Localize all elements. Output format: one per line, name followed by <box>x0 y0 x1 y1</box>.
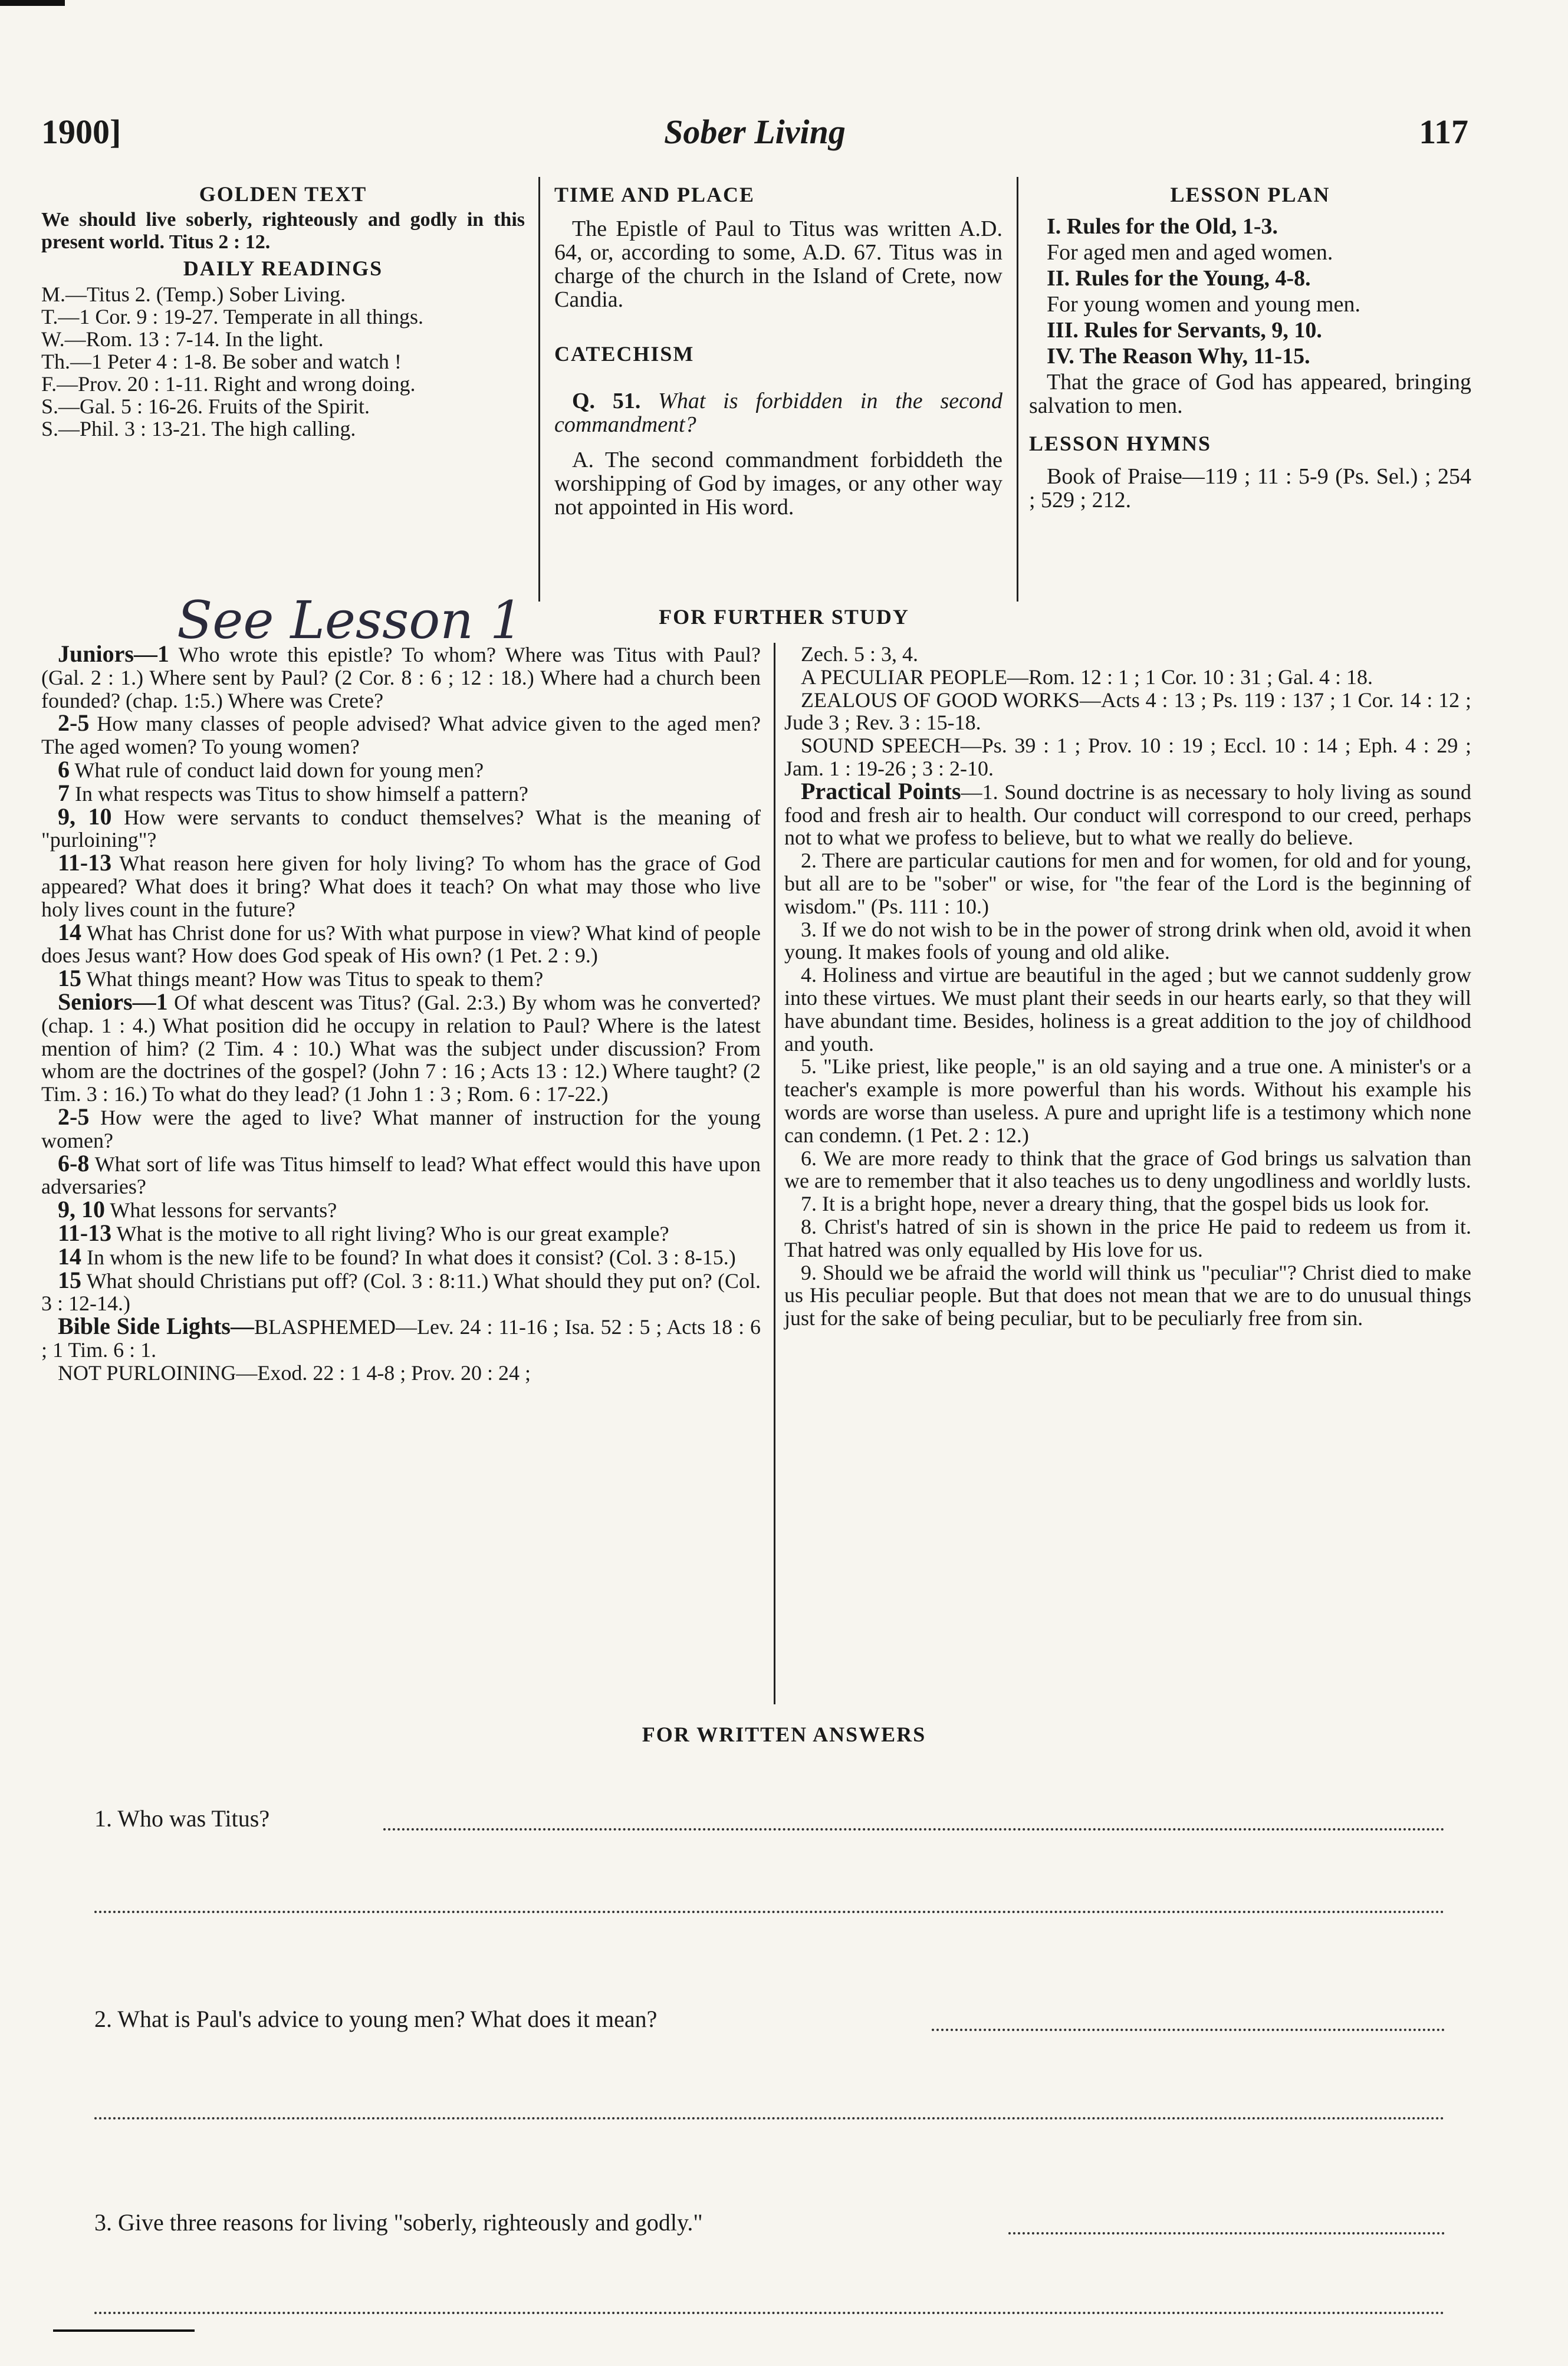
paragraph-text: What is the motive to all right living? Who is our great example? <box>111 1221 669 1246</box>
paragraph-lead: Practical Points <box>801 777 961 804</box>
paragraph-lead: 15 <box>58 1266 81 1293</box>
paragraph-lead: 2-5 <box>58 1103 90 1130</box>
further-study-paragraph <box>784 964 1471 1055</box>
paragraph-text: —1. Sound doctrine is as necessary to holy living as sound food and fresh air to health. Our conduct will correspond to our creed, perhaps not to what we profess to believe, but to what we really do believe. <box>784 780 1471 850</box>
paragraph-text: NOT PURLOINING—Exod. 22 : 1 4-8 ; Prov. 20 : 24 ; <box>58 1361 531 1385</box>
paragraph-lead: Juniors—1 <box>58 640 169 667</box>
further-study-paragraph <box>784 918 1471 964</box>
answer-line-1a[interactable] <box>383 1828 1445 1831</box>
lesson-plan-title: II. Rules for the Young, 4-8. <box>1047 266 1311 291</box>
further-study-paragraph <box>784 777 1471 850</box>
lesson-hymns-heading: LESSON HYMNS <box>1029 432 1212 455</box>
paragraph-lead: 14 <box>58 1243 81 1270</box>
corner-rule <box>0 0 65 6</box>
column-rule-1 <box>538 177 540 602</box>
paragraph-lead: 11-13 <box>58 1219 112 1246</box>
lesson-plan-list <box>1029 215 1471 418</box>
paragraph-text: SOUND SPEECH—Ps. 39 : 1 ; Prov. 10 : 19 ; Eccl. 10 : 14 ; Eph. 4 : 29 ; Jam. 1 : 19-26 ; 3 : 2-10. <box>784 734 1471 780</box>
paragraph-text: 5. "Like priest, like people," is an old saying and a true one. A minister's or a teacher's example is more powerful than his words. Without his example his words are worse than useless. A pure and upright life is a testimony which none can condemn. (1 Pet. 2 : 12.) <box>784 1054 1471 1147</box>
further-study-paragraph <box>41 967 761 991</box>
further-study-paragraph <box>41 709 761 759</box>
further-study-left-column <box>41 640 761 1385</box>
further-study-paragraph <box>41 1198 761 1222</box>
daily-reading-item: M.—Titus 2. (Temp.) Sober Living. <box>41 282 346 306</box>
further-study-paragraph <box>41 1243 761 1270</box>
paragraph-lead: 9, 10 <box>58 803 112 830</box>
answer-line-3b[interactable] <box>94 2312 1445 2314</box>
further-study-paragraph <box>784 1261 1471 1330</box>
paragraph-text: What should Christians put off? (Col. 3 : 8:11.) What should they put on? (Col. 3 : 12-14.) <box>41 1269 761 1316</box>
paragraph-text: How were the aged to live? What manner of instruction for the young women? <box>41 1105 761 1152</box>
paragraph-text: What has Christ done for us? With what purpose in view? What kind of people does Jesus want? How does God speak of His own? (1 Pet. 2 : 9.) <box>41 921 761 968</box>
page-number: 117 <box>1419 113 1468 151</box>
time-place-heading: TIME AND PLACE <box>554 183 755 206</box>
lesson-hymns-text: Book of Praise—119 ; 11 : 5-9 (Ps. Sel.) ; 254 ; 529 ; 212. <box>1029 464 1471 512</box>
bottom-rule <box>53 2329 195 2332</box>
paragraph-text: Of what descent was Titus? (Gal. 2:3.) By whom was he converted? (chap. 1 : 4.) What position did he occupy in relation to Paul? Where is the latest mention of him? (2 Tim. 4 : 10.) What was the subject under discussion? From whom are the doctrines of the gospel? (John 7 : 16 ; Acts 13 : 12.) Where taught? (2 Tim. 3 : 16.) To what do they lead? (1 John 1 : 3 ; Rom. 6 : 17-22.) <box>41 990 761 1106</box>
daily-reading-item: S.—Gal. 5 : 16-26. Fruits of the Spirit. <box>41 395 370 418</box>
further-study-paragraph <box>784 689 1471 735</box>
paragraph-text: 9. Should we be afraid the world will think us "peculiar"? Christ died to make us His peculiar people. But that does not mean that we are to do unusual things just for the sake of being peculiar, but to be peculiarly free from sin. <box>784 1260 1471 1330</box>
paragraph-text: What sort of life was Titus himself to lead? What effect would this have upon adversaries? <box>41 1152 761 1199</box>
written-answers-heading: FOR WRITTEN ANSWERS <box>642 1723 926 1746</box>
paragraph-text: How were servants to conduct themselves? What is the meaning of "purloining"? <box>41 805 761 852</box>
further-study-paragraph <box>41 1103 761 1152</box>
further-study-paragraph <box>784 849 1471 918</box>
answer-line-3a[interactable] <box>1008 2232 1445 2234</box>
paragraph-lead: 6 <box>58 755 70 783</box>
paragraph-text: In whom is the new life to be found? In what does it consist? (Col. 3 : 8-15.) <box>81 1245 736 1269</box>
further-study-paragraph <box>41 849 761 921</box>
golden-text-heading: GOLDEN TEXT <box>199 182 367 206</box>
answer-line-1b[interactable] <box>94 1911 1445 1913</box>
daily-reading-item: W.—Rom. 13 : 7-14. In the light. <box>41 327 324 351</box>
further-study-paragraph <box>41 918 761 968</box>
paragraph-lead: Bible Side Lights— <box>58 1313 254 1340</box>
paragraph-text: 3. If we do not wish to be in the power of strong drink when old, avoid it when young. It makes fools of young and old alike. <box>784 917 1471 964</box>
further-study-paragraph <box>784 1192 1471 1215</box>
further-study-paragraph <box>41 779 761 806</box>
lesson-plan-desc: That the grace of God has appeared, bringing salvation to men. <box>1029 370 1471 418</box>
paragraph-text: Zech. 5 : 3, 4. <box>801 642 918 666</box>
further-study-right-column <box>784 643 1471 1330</box>
paragraph-text: What lessons for servants? <box>105 1198 337 1223</box>
time-place-column <box>554 183 1002 519</box>
column-rule-2 <box>1017 177 1018 602</box>
paragraph-lead: 9, 10 <box>58 1196 105 1223</box>
further-study-paragraph <box>41 755 761 783</box>
further-study-paragraph <box>41 1315 761 1362</box>
running-title: Sober Living <box>664 113 846 151</box>
daily-readings-list <box>41 283 525 440</box>
further-study-paragraph <box>784 643 1471 666</box>
further-study-heading: FOR FURTHER STUDY <box>659 605 909 629</box>
written-question-3: 3. Give three reasons for living "soberly, righteously and godly." <box>94 2209 703 2236</box>
daily-reading-item: T.—1 Cor. 9 : 19-27. Temperate in all things. <box>41 305 424 328</box>
daily-readings-heading: DAILY READINGS <box>183 257 383 280</box>
paragraph-text: 4. Holiness and virtue are beautiful in the aged ; but we cannot suddenly grow into these virtues. We must plant their seeds in our hearts early, so that they will have abundant time. Besides, holiness is a great addition to the joy of childhood and youth. <box>784 963 1471 1056</box>
paragraph-text: What reason here given for holy living? To whom has the grace of God appeared? What does it bring? What does it teach? On what may those who live holy lives count in the future? <box>41 852 761 921</box>
golden-text: We should live soberly, righteously and godly in this present world. Titus 2 : 12. <box>41 209 525 253</box>
written-question-2: 2. What is Paul's advice to young men? What does it mean? <box>94 2006 658 2032</box>
golden-text-column <box>41 183 525 440</box>
paragraph-text: In what respects was Titus to show himself a pattern? <box>70 781 528 806</box>
further-study-paragraph <box>784 1215 1471 1261</box>
further-study-paragraph <box>41 1219 761 1246</box>
column-rule-3 <box>774 643 775 1704</box>
lesson-plan-column <box>1029 183 1471 512</box>
further-study-paragraph <box>784 1055 1471 1146</box>
paragraph-text: 2. There are particular cautions for men and for women, for old and for young, but all are to be "sober" or wise, for "the fear of the Lord is the beginning of wisdom." (Ps. 111 : 10.) <box>784 849 1471 918</box>
paragraph-lead: 15 <box>58 965 81 992</box>
lesson-plan-desc: For young women and young men. <box>1047 292 1360 317</box>
further-study-paragraph <box>41 988 761 1106</box>
paragraph-lead: 14 <box>58 918 81 945</box>
further-study-paragraph <box>41 803 761 852</box>
paragraph-text: 8. Christ's hatred of sin is shown in the price He paid to redeem us from it. That hatred was only equalled by His love for us. <box>784 1214 1471 1261</box>
paragraph-lead: 11-13 <box>58 849 112 876</box>
daily-reading-item: Th.—1 Peter 4 : 1-8. Be sober and watch ! <box>41 350 402 373</box>
answer-line-2b[interactable] <box>94 2117 1445 2119</box>
daily-reading-item: S.—Phil. 3 : 13-21. The high calling. <box>41 417 356 441</box>
paragraph-lead: 2-5 <box>58 709 90 737</box>
catechism-answer: A. The second commandment forbiddeth the worshipping of God by images, or any other way not appointed in His word. <box>554 448 1002 520</box>
paragraph-text: BLASPHEMED—Lev. 24 : 11-16 ; Isa. 52 : 5 ; Acts 18 : 6 ; 1 Tim. 6 : 1. <box>41 1315 761 1362</box>
paragraph-text: 7. It is a bright hope, never a dreary thing, that the gospel bids us look for. <box>801 1192 1429 1216</box>
further-study-paragraph <box>41 640 761 712</box>
paragraph-text: What rule of conduct laid down for young men? <box>70 758 484 782</box>
further-study-paragraph <box>784 1147 1471 1193</box>
year-label: 1900] <box>41 113 121 151</box>
paragraph-lead: 7 <box>58 779 70 806</box>
time-place-text: The Epistle of Paul to Titus was written A.D. 64, or, according to some, A.D. 67. Titus was in charge of the church in the Island of Crete, now Candia. <box>554 216 1002 312</box>
written-question-1: 1. Who was Titus? <box>94 1805 270 1832</box>
paragraph-text: What things meant? How was Titus to speak to them? <box>81 967 544 991</box>
paragraph-text: ZEALOUS OF GOOD WORKS—Acts 4 : 13 ; Ps. 119 : 137 ; 1 Cor. 14 : 12 ; Jude 3 ; Rev. 3 : 15-18. <box>784 688 1471 735</box>
further-study-paragraph <box>41 1266 761 1316</box>
page-header <box>41 112 1468 153</box>
handwritten-note: See Lesson 1 <box>177 590 523 650</box>
lesson-plan-title: I. Rules for the Old, 1-3. <box>1047 214 1278 239</box>
paragraph-text: A PECULIAR PEOPLE—Rom. 12 : 1 ; 1 Cor. 10 : 31 ; Gal. 4 : 18. <box>801 665 1373 689</box>
catechism-question <box>554 389 1002 436</box>
paragraph-text: Who wrote this epistle? To whom? Where was Titus with Paul? (Gal. 2 : 1.) Where sent by Paul? (2 Cor. 8 : 6 ; 12 : 18.) Where had a church been founded? (chap. 1:5.) Where was Crete? <box>41 643 761 712</box>
paragraph-text: 6. We are more ready to think that the grace of God brings us salvation than we are to remember that it also teaches us to deny ungodliness and worldly lusts. <box>784 1146 1471 1193</box>
catechism-question-label: Q. 51. <box>572 389 641 413</box>
lesson-plan-title: IV. The Reason Why, 11-15. <box>1047 344 1310 369</box>
paragraph-text: How many classes of people advised? What advice given to the aged men? The aged women? To young women? <box>41 712 761 759</box>
lesson-plan-desc: For aged men and aged women. <box>1047 240 1333 265</box>
answer-line-2a[interactable] <box>932 2029 1445 2031</box>
lesson-plan-heading: LESSON PLAN <box>1170 183 1330 206</box>
further-study-paragraph <box>41 1149 761 1199</box>
paragraph-lead: 6-8 <box>58 1149 90 1177</box>
further-study-paragraph <box>784 666 1471 689</box>
further-study-paragraph <box>784 734 1471 780</box>
daily-reading-item: F.—Prov. 20 : 1-11. Right and wrong doing. <box>41 372 416 396</box>
catechism-heading: CATECHISM <box>554 342 695 366</box>
paragraph-lead: Seniors—1 <box>58 988 168 1015</box>
lesson-plan-title: III. Rules for Servants, 9, 10. <box>1047 318 1322 343</box>
further-study-paragraph <box>41 1362 761 1385</box>
catechism-question-text: What is forbidden in the second commandment? <box>554 389 1002 437</box>
